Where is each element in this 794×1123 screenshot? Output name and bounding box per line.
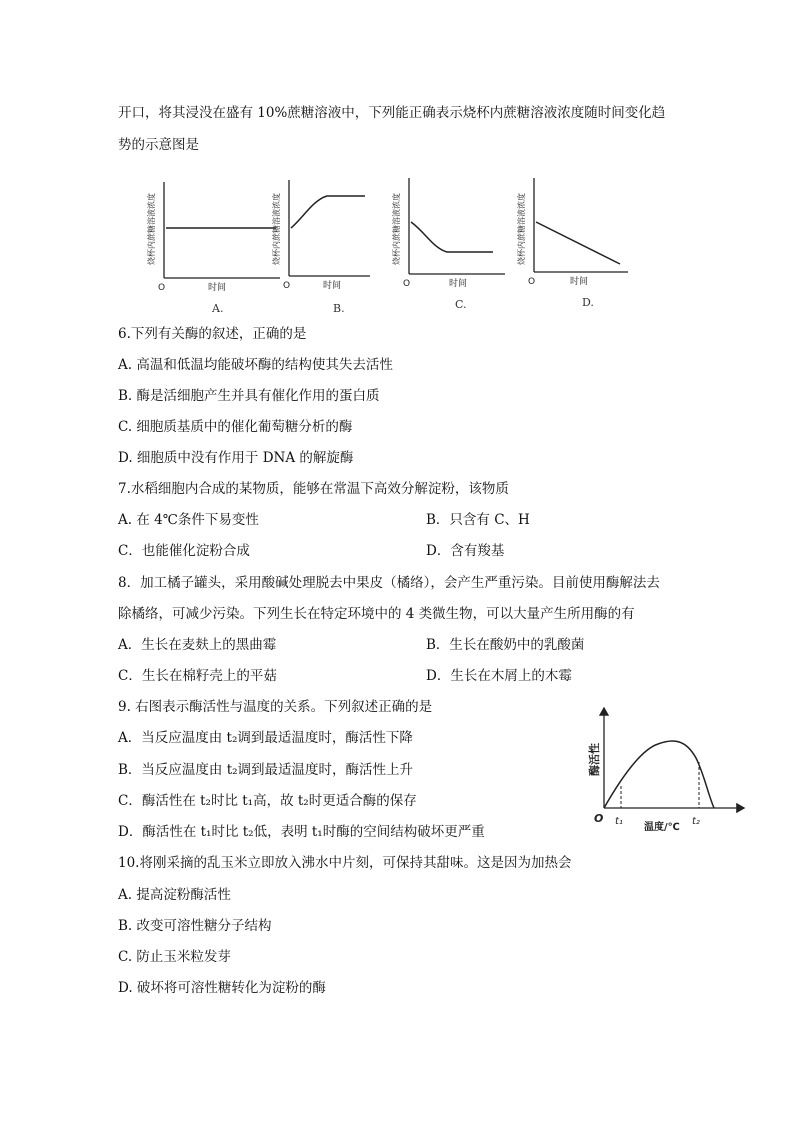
graph-origin: O — [594, 812, 604, 825]
graph-c-xlabel: 时间 — [449, 279, 468, 289]
graph-a-caption: A. — [212, 302, 224, 315]
graph-t2: t₂ — [692, 816, 700, 827]
graph-d — [516, 178, 628, 309]
graph-b-caption: B. — [333, 302, 345, 315]
q9-stem: 9. 右图表示酶活性与温度的关系。下列叙述正确的是 — [118, 699, 433, 715]
q10-stem: 10.将刚采摘的乱玉米立即放入沸水中片刻，可保持其甜味。这是因为加热会 — [118, 855, 572, 871]
q7-stem: 7.水稻细胞内合成的某物质，能够在常温下高效分解淀粉，该物质 — [118, 481, 509, 497]
q7-option-c: C．也能催化淀粉合成 — [118, 543, 250, 559]
q8-option-b: B．生长在酸奶中的乳酸菌 — [426, 637, 585, 653]
intro-line-2: 势的示意图是 — [118, 137, 199, 153]
graph-c-origin: O — [403, 279, 411, 289]
q9-option-b: B．当反应温度由 t₂调到最适温度时，酶活性上升 — [118, 762, 414, 778]
q9-option-c: C．酶活性在 t₂时比 t₁高，故 t₂时更适合酶的保存 — [118, 793, 417, 809]
q8-stem-line-2: 除橘络，可减少污染。下列生长在特定环境中的 4 类微生物，可以大量产生所用酶的有 — [118, 606, 635, 622]
q7-option-b: B．只含有 C、H — [426, 512, 530, 528]
graph-a-xlabel: 时间 — [208, 283, 227, 293]
answer-graphs — [140, 170, 660, 320]
q10-option-d: D. 破坏将可溶性糖转化为淀粉的酶 — [118, 980, 326, 996]
graph-b-ylabel: 烧杯内蔗糖溶液浓度 — [272, 193, 281, 265]
graph-b-curve — [291, 196, 365, 228]
enzyme-activity-graph — [582, 700, 752, 832]
q6-stem: 6.下列有关酶的叙述，正确的是 — [118, 326, 307, 342]
intro-line-1: 开口，将其浸没在盛有 10%蔗糖溶液中，下列能正确表示烧杯内蔗糖溶液浓度随时间变化趋 — [118, 105, 666, 121]
q10-option-c: C. 防止玉米粒发芽 — [118, 949, 231, 965]
q6-option-a: A. 高温和低温均能破坏酶的结构使其失去活性 — [118, 357, 393, 373]
graph-d-xlabel: 时间 — [570, 277, 589, 287]
graph-c — [391, 178, 505, 311]
graph-d-curve — [536, 222, 620, 264]
graph-c-curve — [411, 222, 493, 252]
q8-stem-line-1: 8．加工橘子罐头，采用酸碱处理脱去中果皮（橘络），会产生严重污染。目前使用酶解法去 — [118, 575, 660, 591]
graph-a-origin: O — [158, 283, 166, 293]
q10-option-a: A. 提高淀粉酶活性 — [118, 887, 231, 903]
graph-a — [146, 182, 280, 315]
q9-option-d: D．酶活性在 t₁时比 t₂低，表明 t₁时酶的空间结构破坏更严重 — [118, 824, 485, 840]
graph-c-caption: C. — [455, 298, 467, 311]
q8-option-c: C．生长在棉籽壳上的平菇 — [118, 668, 277, 684]
graph-c-ylabel: 烧杯内蔗糖溶液浓度 — [392, 193, 401, 265]
graph-a-ylabel: 烧杯内蔗糖溶液浓度 — [147, 193, 156, 265]
q6-option-d: D. 细胞质中没有作用于 DNA 的解旋酶 — [118, 450, 354, 466]
graph-xlabel: 温度/℃ — [644, 822, 680, 832]
q10-option-b: B. 改变可溶性糖分子结构 — [118, 918, 272, 934]
q6-option-c: C. 细胞质基质中的催化葡萄糖分析的酶 — [118, 419, 353, 435]
graph-d-origin: O — [528, 277, 536, 287]
graph-b-origin: O — [283, 281, 291, 291]
q8-option-a: A．生长在麦麸上的黑曲霉 — [118, 637, 277, 653]
graph-d-ylabel: 烧杯内蔗糖溶液浓度 — [517, 193, 526, 265]
q7-option-d: D．含有羧基 — [426, 543, 505, 559]
graph-t1: t₁ — [615, 816, 623, 827]
graph-b — [271, 180, 370, 315]
graph-d-caption: D. — [582, 296, 594, 309]
graph-b-xlabel: 时间 — [323, 281, 342, 291]
q6-option-b: B. 酶是活细胞产生并具有催化作用的蛋白质 — [118, 388, 380, 404]
q7-option-a: A. 在 4℃条件下易变性 — [118, 512, 259, 528]
q8-option-d: D．生长在木屑上的木霉 — [426, 668, 572, 684]
graph-ylabel: 酶活性 — [588, 743, 601, 776]
q9-option-a: A．当反应温度由 t₂调到最适温度时，酶活性下降 — [118, 730, 413, 746]
